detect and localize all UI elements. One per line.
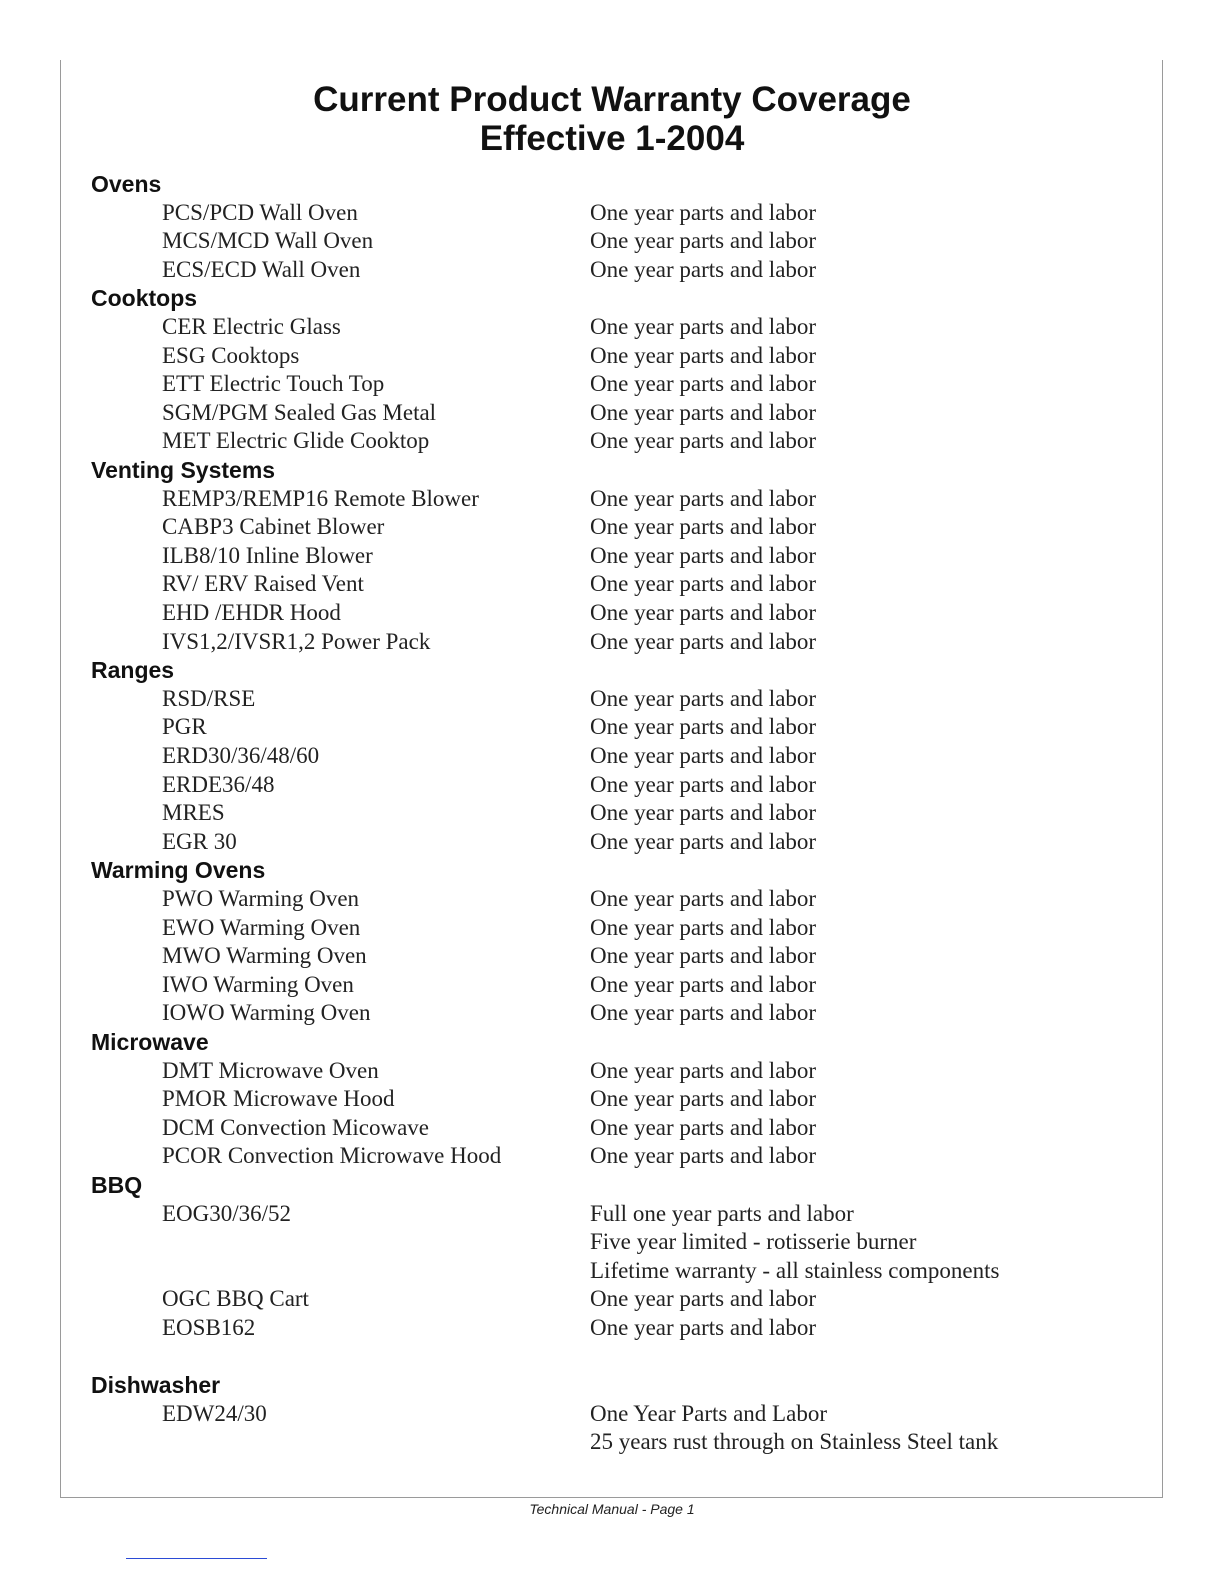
product-name: EGR 30 — [162, 828, 237, 854]
product-name: MWO Warming Oven — [162, 943, 367, 969]
product-name: REMP3/REMP16 Remote Blower — [162, 485, 479, 511]
warranty-terms: One year parts and labor — [590, 399, 817, 425]
product-name: RSD/RSE — [162, 685, 256, 711]
category-heading: BBQ — [91, 1172, 143, 1198]
warranty-terms: Full one year parts and labor — [590, 1200, 854, 1226]
product-name: OGC BBQ Cart — [162, 1286, 309, 1312]
category-heading: Warming Ovens — [91, 857, 266, 884]
warranty-terms: One year parts and labor — [590, 914, 817, 940]
product-name: ERD30/36/48/60 — [162, 743, 320, 768]
product-name: RV/ ERV Raised Vent — [162, 571, 364, 597]
product-name: DCM Convection Micowave — [162, 1114, 430, 1140]
page-title: Current Product Warranty Coverage — [313, 80, 911, 119]
warranty-terms: One year parts and labor — [590, 743, 817, 768]
warranty-terms: One year parts and labor — [590, 1315, 817, 1340]
warranty-terms: One year parts and labor — [590, 886, 817, 911]
warranty-terms: One year parts and labor — [590, 1086, 817, 1112]
warranty-terms: One year parts and labor — [590, 256, 817, 282]
warranty-terms: One year parts and labor — [590, 1286, 817, 1312]
warranty-terms: One year parts and labor — [590, 628, 817, 654]
category-heading: Dishwasher — [91, 1372, 221, 1399]
page-footer: Technical Manual - Page 1 — [529, 1501, 695, 1517]
warranty-terms: One year parts and labor — [590, 1000, 817, 1026]
product-name: IVS1,2/IVSR1,2 Power Pack — [162, 628, 431, 654]
product-name: ERDE36/48 — [162, 771, 275, 797]
product-name: CABP3 Cabinet Blower — [162, 514, 385, 540]
warranty-terms: One year parts and labor — [590, 800, 817, 826]
product-name: EOSB162 — [162, 1315, 256, 1340]
warranty-terms: One year parts and labor — [590, 714, 817, 740]
product-name: PMOR Microwave Hood — [162, 1086, 395, 1112]
category-heading: Ovens — [91, 171, 162, 197]
warranty-terms: One year parts and labor — [590, 943, 817, 969]
product-name: MET Electric Glide Cooktop — [162, 428, 430, 454]
product-name: IOWO Warming Oven — [162, 1000, 371, 1026]
product-name: EOG30/36/52 — [162, 1200, 292, 1226]
warranty-terms: Five year limited - rotisserie burner — [590, 1229, 917, 1255]
product-name: PCOR Convection Microwave Hood — [162, 1143, 502, 1169]
warranty-terms: Lifetime warranty - all stainless components — [590, 1257, 1000, 1283]
category-heading: Cooktops — [91, 285, 198, 312]
product-name: EHD /EHDR Hood — [162, 600, 341, 625]
warranty-terms: One year parts and labor — [590, 685, 817, 711]
warranty-terms: One year parts and labor — [590, 485, 817, 511]
warranty-terms: One year parts and labor — [590, 1114, 817, 1140]
warranty-terms: One year parts and labor — [590, 971, 817, 997]
product-name: CER Electric Glass — [162, 314, 341, 339]
product-name: PGR — [162, 714, 207, 740]
page-subtitle: Effective 1-2004 — [479, 119, 745, 158]
product-name: ECS/ECD Wall Oven — [162, 256, 361, 282]
warranty-terms: 25 years rust through on Stainless Steel tank — [590, 1429, 999, 1455]
product-name: IWO Warming Oven — [162, 971, 354, 997]
product-name: MCS/MCD Wall Oven — [162, 228, 374, 254]
product-name: EDW24/30 — [162, 1400, 267, 1426]
warranty-terms: One year parts and labor — [590, 828, 817, 854]
product-name: PCS/PCD Wall Oven — [162, 199, 358, 225]
product-name: SGM/PGM Sealed Gas Metal — [162, 399, 437, 425]
warranty-terms: One year parts and labor — [590, 428, 817, 454]
warranty-terms: One year parts and labor — [590, 228, 817, 254]
warranty-terms: One year parts and labor — [590, 199, 817, 225]
warranty-terms: One year parts and labor — [590, 771, 817, 797]
product-name: ESG Cooktops — [162, 342, 300, 368]
warranty-terms: One year parts and labor — [590, 314, 817, 339]
link-underline — [126, 1558, 267, 1559]
warranty-terms: One year parts and labor — [590, 542, 817, 568]
product-name: DMT Microwave Oven — [162, 1057, 379, 1083]
product-name: MRES — [162, 800, 225, 826]
category-heading: Microwave — [91, 1029, 209, 1055]
warranty-terms: One year parts and labor — [590, 371, 817, 397]
category-heading: Ranges — [91, 657, 175, 684]
warranty-terms: One year parts and labor — [590, 1143, 817, 1169]
warranty-terms: One year parts and labor — [590, 600, 817, 625]
warranty-terms: One year parts and labor — [590, 342, 817, 368]
warranty-terms: One year parts and labor — [590, 514, 817, 540]
warranty-terms: One year parts and labor — [590, 1057, 817, 1083]
warranty-terms: One year parts and labor — [590, 571, 817, 597]
product-name: ILB8/10 Inline Blower — [162, 542, 373, 568]
product-name: EWO Warming Oven — [162, 914, 361, 940]
category-heading: Venting Systems — [91, 457, 276, 483]
product-name: ETT Electric Touch Top — [162, 371, 385, 397]
product-name: PWO Warming Oven — [162, 886, 360, 911]
warranty-terms: One Year Parts and Labor — [590, 1400, 827, 1426]
